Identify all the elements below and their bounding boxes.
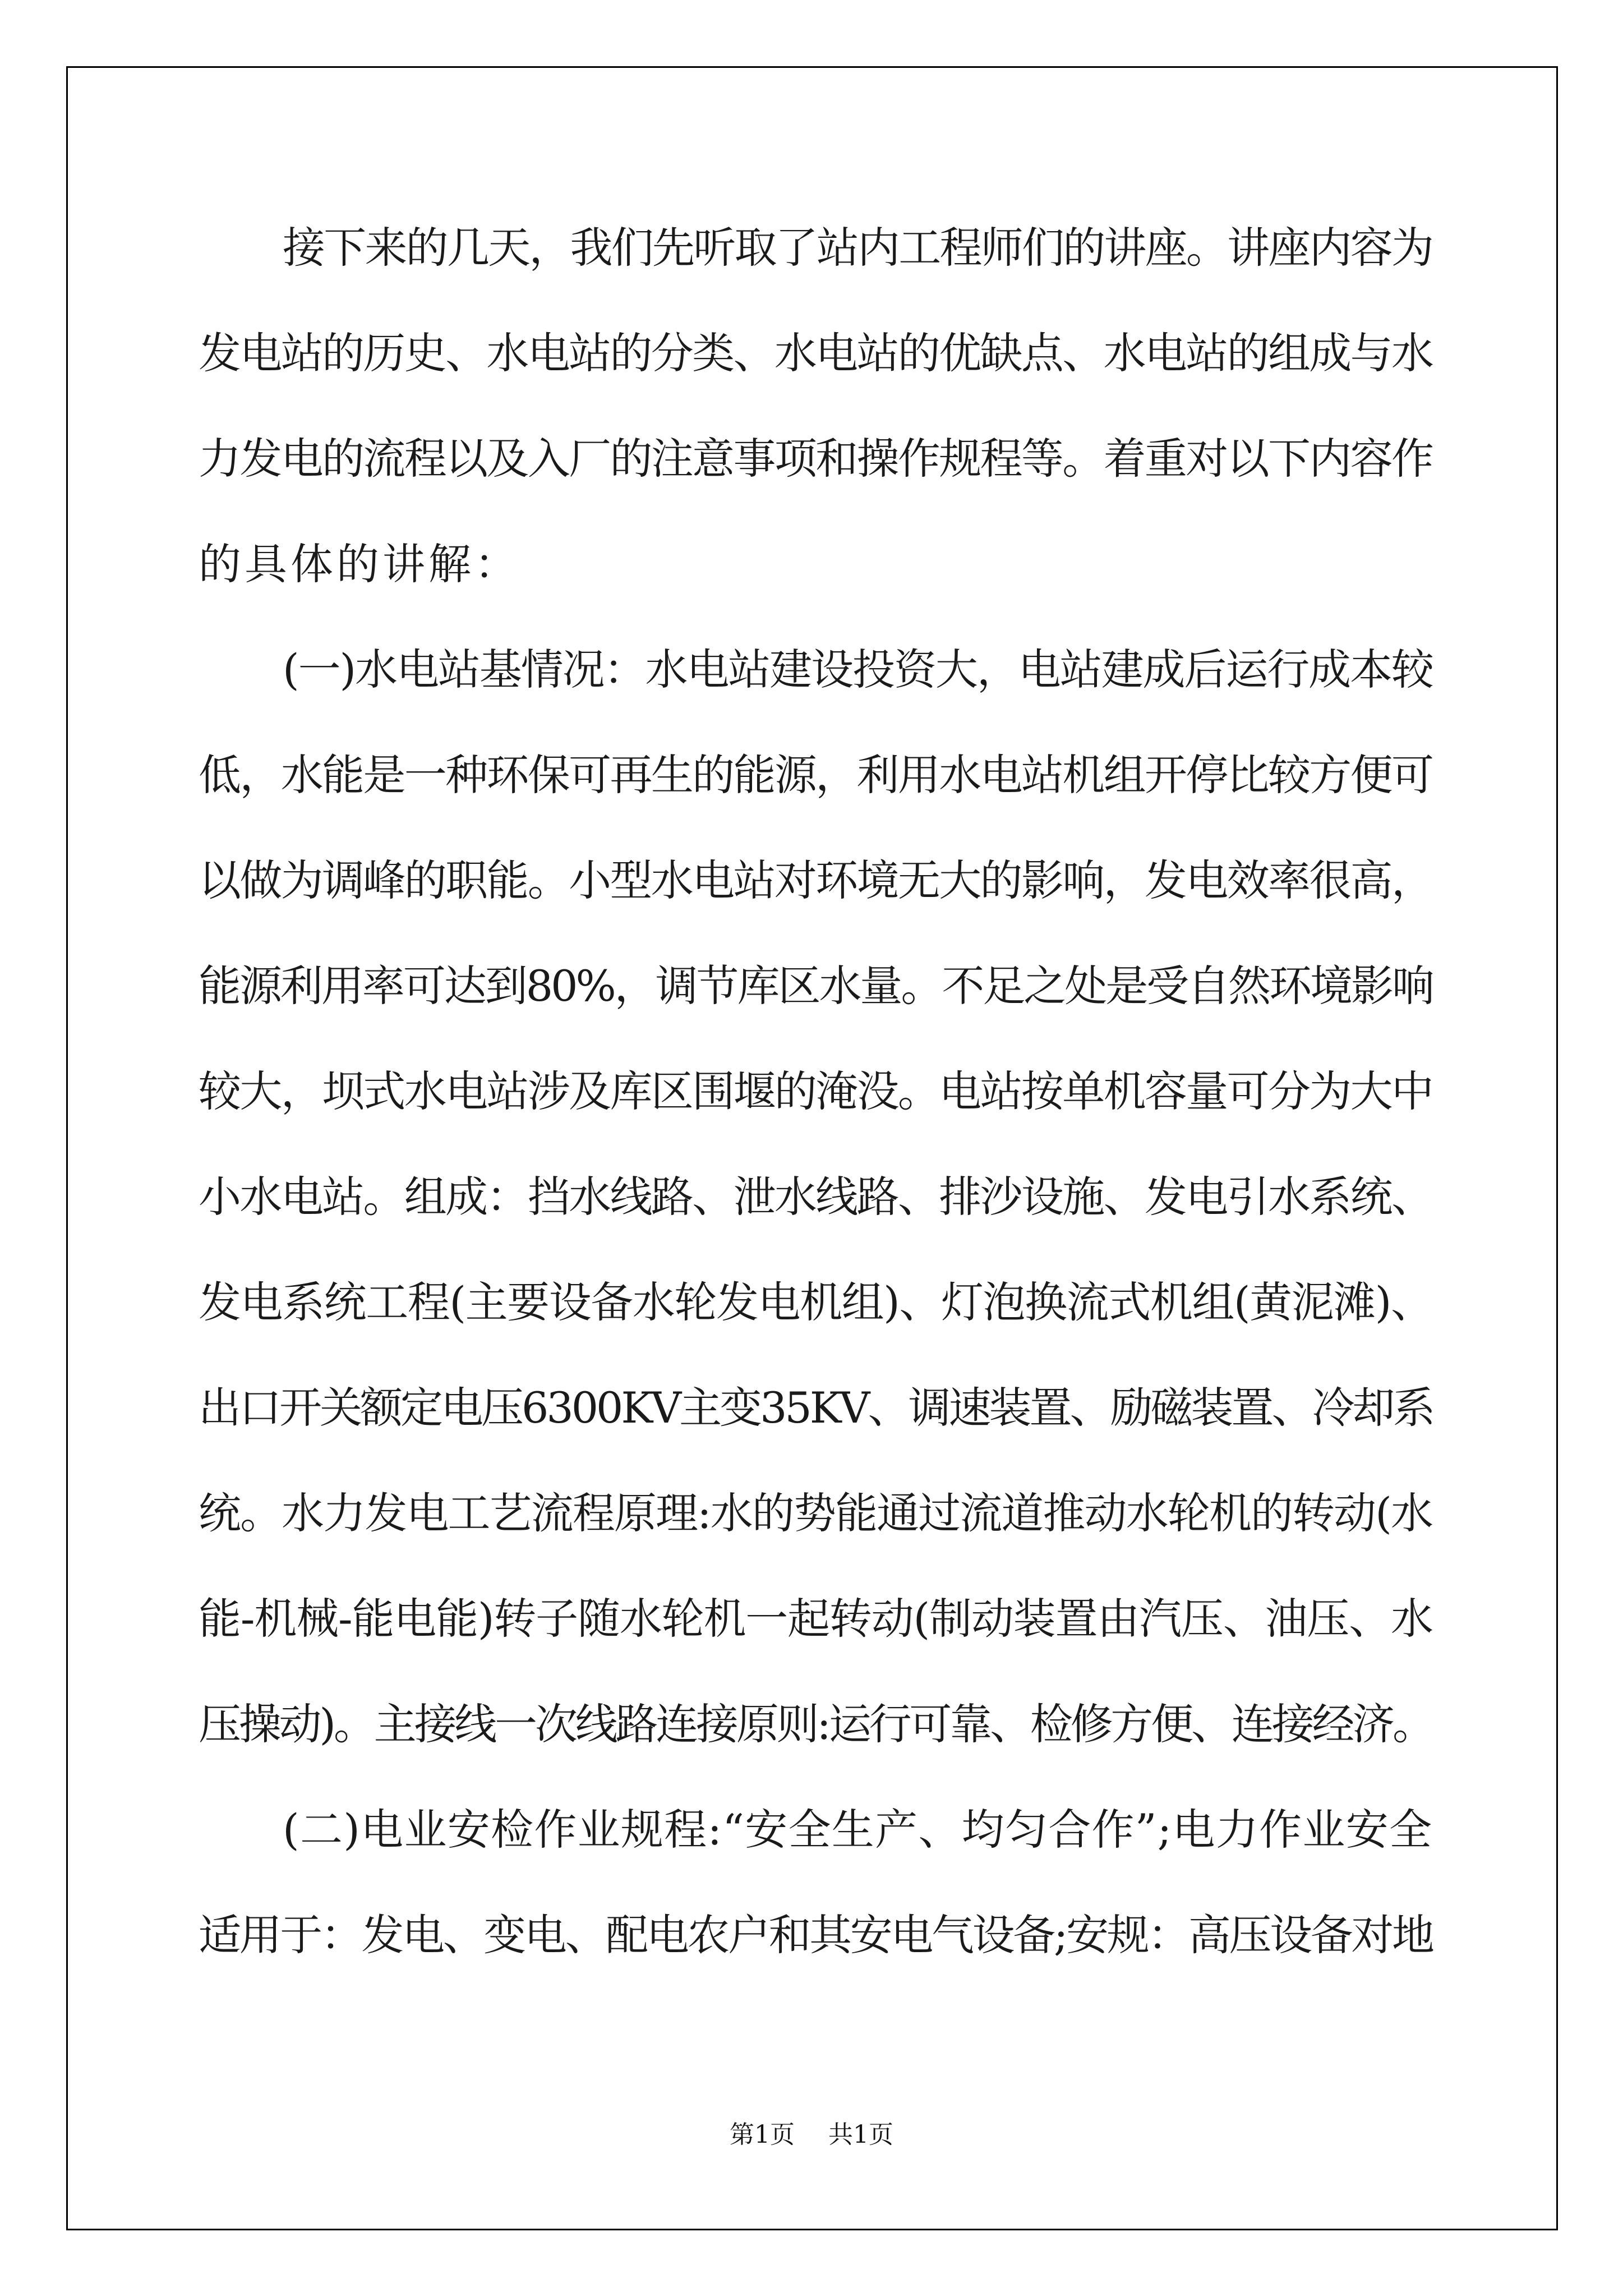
text-line: 低，水能是一种环保可再生的能源，利用水电站机组开停比较方便可 (199, 750, 1432, 800)
text-line: 适用于：发电、变电、配电农户和其安电气设备;安规：高压设备对地 (199, 1910, 1432, 1960)
text-line: 发电站的历史、水电站的分类、水电站的优缺点、水电站的组成与水 (199, 328, 1432, 378)
text-line: (二)电业安检作业规程:“安全生产、均匀合作”;电力作业安全 (283, 1805, 1432, 1855)
page-number: 第1页 (730, 2120, 795, 2149)
text-line: 压操动)。主接线一次线路连接原则:运行可靠、检修方便、连接经济。 (199, 1699, 1432, 1749)
page-footer (0, 2118, 1623, 2152)
text-line: 出口开关额定电压6300KV主变35KV、调速装置、励磁装置、冷却系 (199, 1383, 1433, 1433)
text-line: 统。水力发电工艺流程原理:水的势能通过流道推动水轮机的转动(水 (199, 1488, 1432, 1538)
text-line: 以做为调峰的职能。小型水电站对环境无大的影响，发电效率很高， (199, 855, 1432, 905)
text-line: 较大，坝式水电站涉及库区围堰的淹没。电站按单机容量可分为大中 (199, 1066, 1432, 1116)
text-line: (一)水电站基情况：水电站建设投资大，电站建成后运行成本较 (283, 645, 1432, 694)
text-line: 接下来的几天，我们先听取了站内工程师们的讲座。讲座内容为 (283, 223, 1432, 273)
document-body (199, 220, 1432, 2013)
text-line: 小水电站。组成：挡水线路、泄水线路、排沙设施、发电引水系统、 (199, 1172, 1432, 1222)
text-line: 能源利用率可达到80%，调节库区水量。不足之处是受自然环境影响 (199, 961, 1432, 1011)
text-line: 的具体的讲解： (199, 539, 520, 589)
text-line: 力发电的流程以及入厂的注意事项和操作规程等。着重对以下内容作 (199, 434, 1432, 484)
text-line: 能-机械-能电能)转子随水轮机一起转动(制动装置由汽压、油压、水 (199, 1594, 1432, 1644)
page-total: 共1页 (828, 2120, 893, 2149)
text-line: 发电系统工程(主要设备水轮发电机组)、灯泡换流式机组(黄泥滩)、 (199, 1277, 1432, 1327)
